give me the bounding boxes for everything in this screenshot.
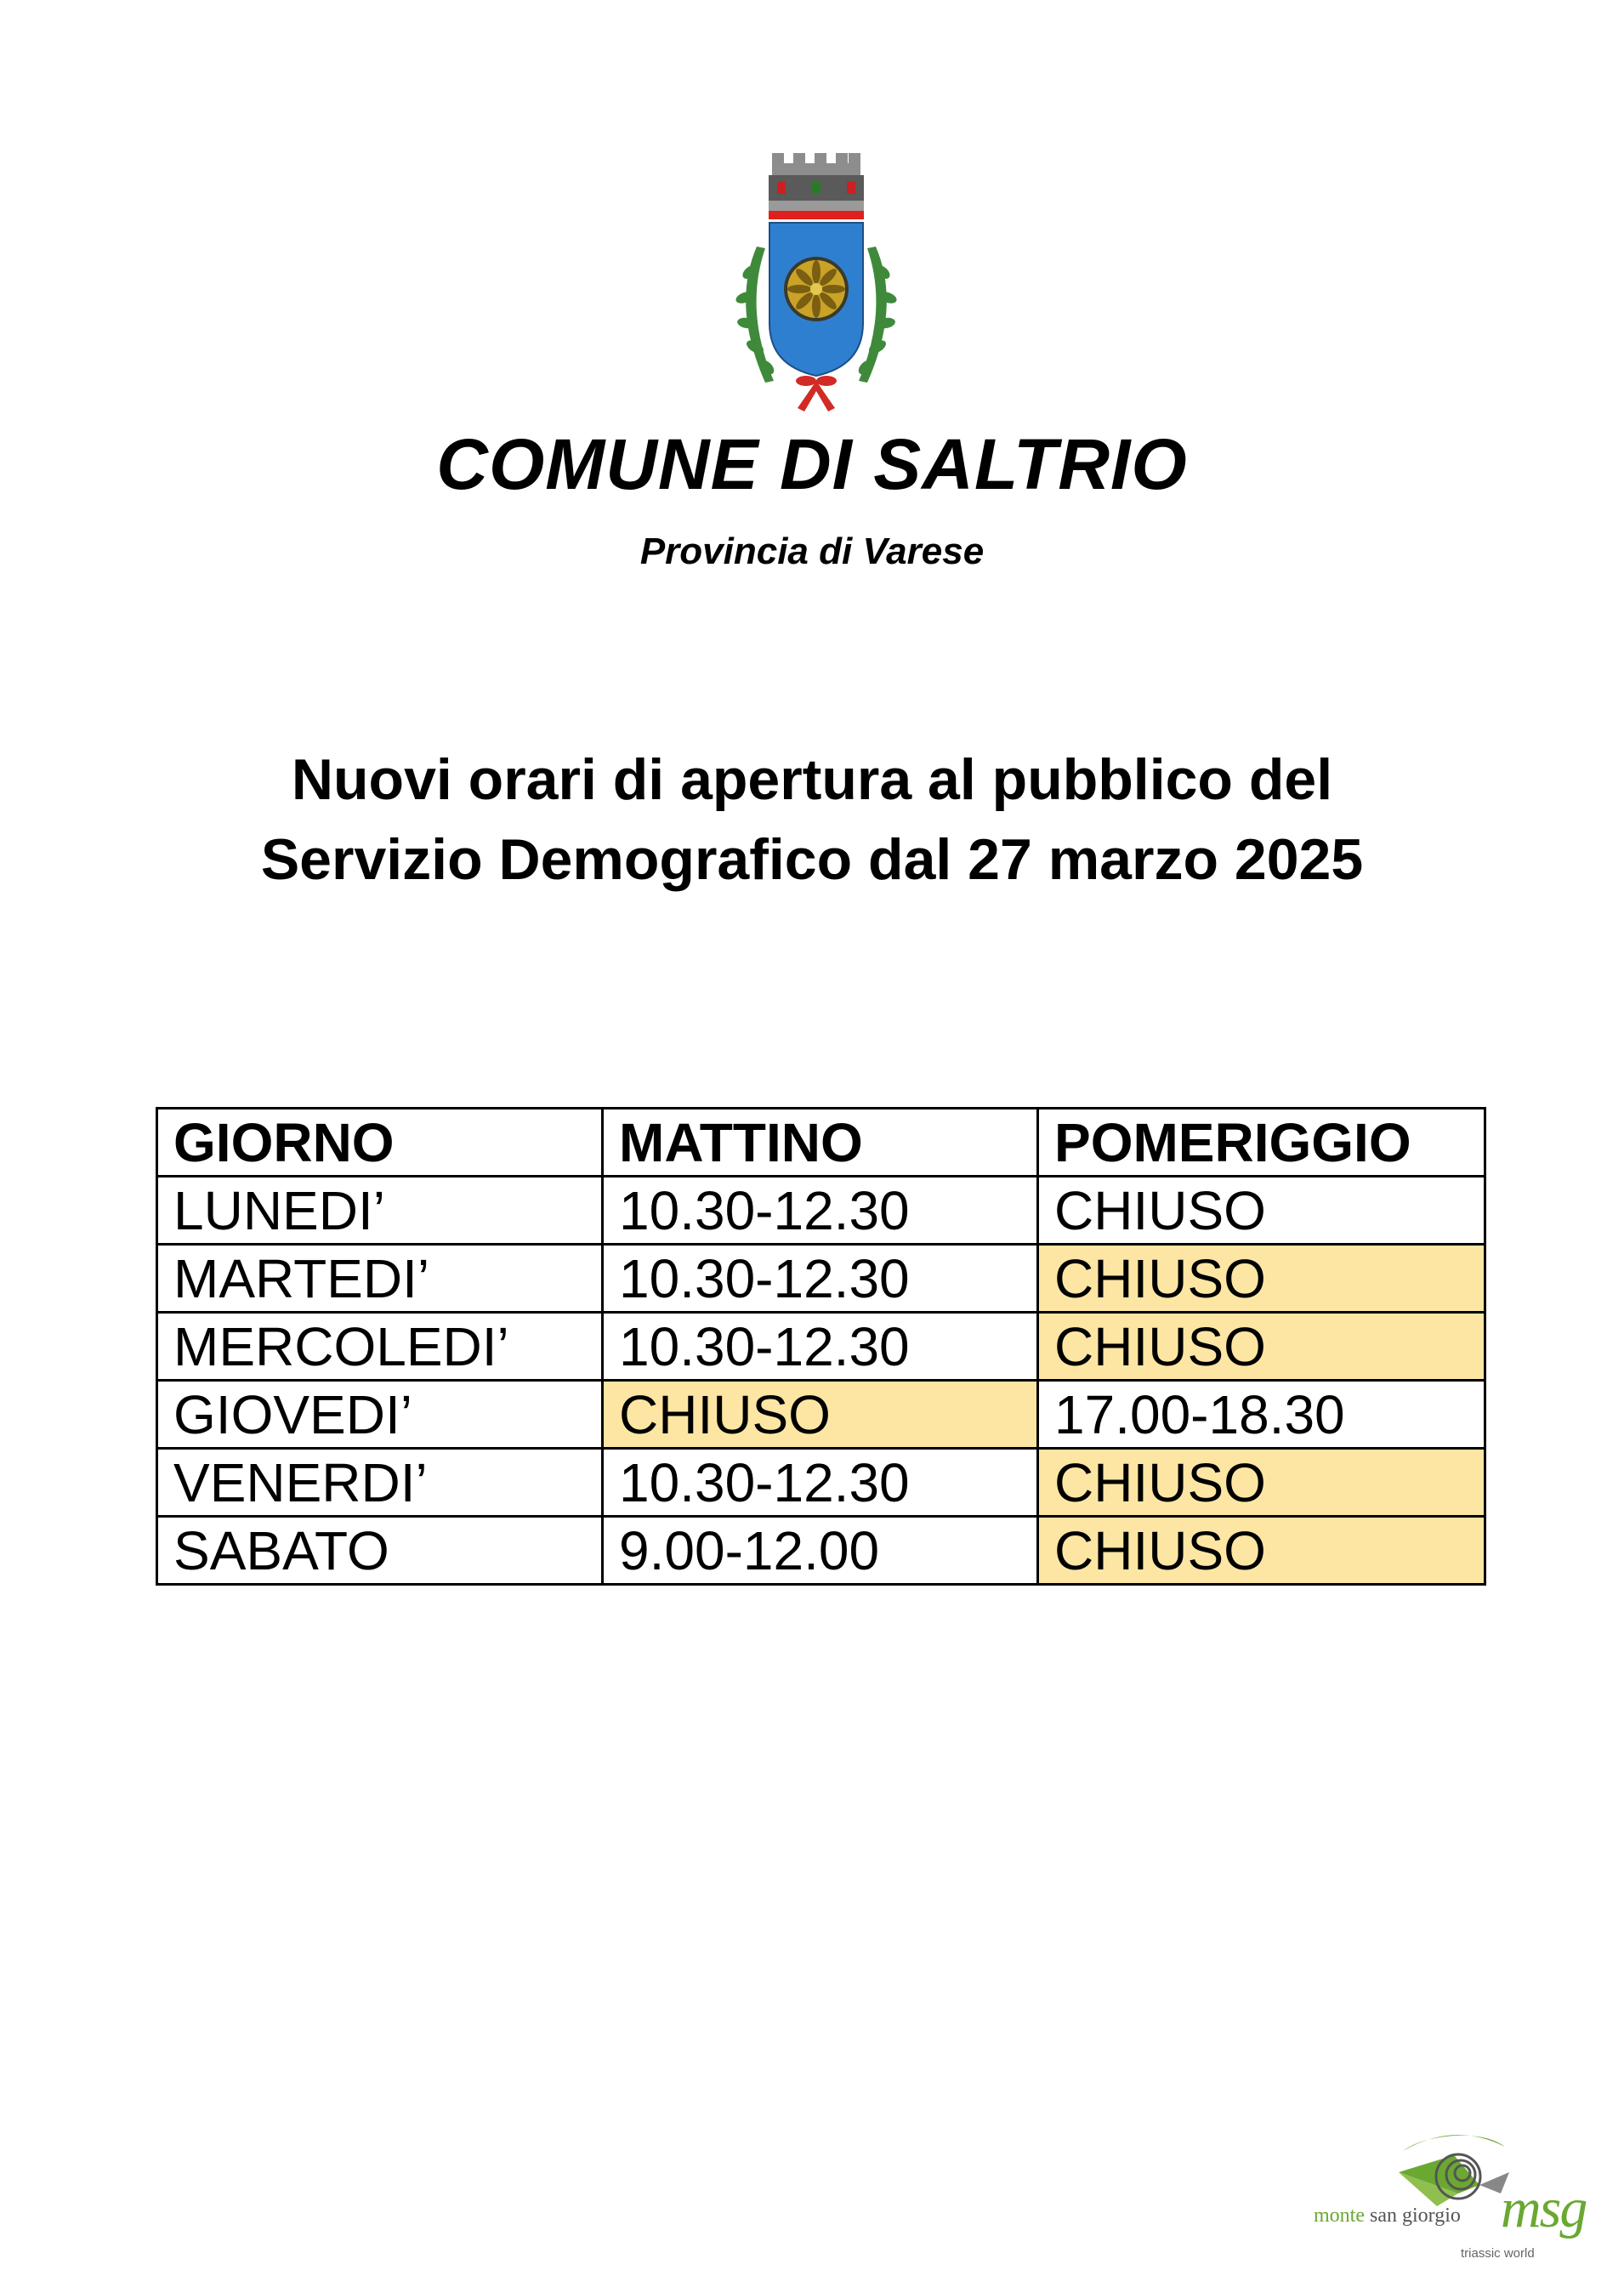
table-row xyxy=(157,1381,1485,1449)
heading-line-1: Nuovi orari di apertura al pubblico del xyxy=(291,747,1333,812)
table-row xyxy=(157,1517,1485,1585)
table-row xyxy=(157,1313,1485,1381)
cell-giorno: MARTEDI’ xyxy=(157,1245,603,1313)
header-pomeriggio: POMERIGGIO xyxy=(1038,1109,1485,1177)
cell-mattino: 9.00-12.00 xyxy=(603,1517,1038,1585)
crown-icon xyxy=(769,153,864,219)
comune-title: COMUNE DI SALTRIO xyxy=(436,424,1188,504)
cell-pomeriggio: CHIUSO xyxy=(1038,1449,1485,1517)
cell-mattino: 10.30-12.30 xyxy=(603,1449,1038,1517)
table-header-row xyxy=(157,1109,1485,1177)
announcement-heading xyxy=(0,740,1624,899)
logo-wordmark xyxy=(1314,2205,1461,2227)
table-row xyxy=(157,1449,1485,1517)
cell-pomeriggio: CHIUSO xyxy=(1038,1177,1485,1245)
heading-line-2: Servizio Demografico dal 27 marzo 2025 xyxy=(260,827,1364,892)
ribbon-icon xyxy=(796,376,837,411)
cell-pomeriggio: CHIUSO xyxy=(1038,1313,1485,1381)
logo-text-san-giorgio: san giorgio xyxy=(1370,2205,1461,2227)
logo-mark-msg: msg xyxy=(1501,2177,1587,2239)
cell-giorno: MERCOLEDI’ xyxy=(157,1313,603,1381)
cell-giorno: SABATO xyxy=(157,1517,603,1585)
opening-hours-table xyxy=(156,1107,1486,1586)
cell-pomeriggio: CHIUSO xyxy=(1038,1517,1485,1585)
provincia-subtitle: Provincia di Varese xyxy=(639,531,985,572)
cell-giorno: VENERDI’ xyxy=(157,1449,603,1517)
cell-pomeriggio: CHIUSO xyxy=(1038,1245,1485,1313)
header-giorno: GIORNO xyxy=(157,1109,603,1177)
cell-mattino: 10.30-12.30 xyxy=(603,1245,1038,1313)
cell-pomeriggio: 17.00-18.30 xyxy=(1038,1381,1485,1449)
cell-mattino: 10.30-12.30 xyxy=(603,1177,1038,1245)
cell-mattino: CHIUSO xyxy=(603,1381,1038,1449)
table-row xyxy=(157,1245,1485,1313)
logo-tagline: triassic world xyxy=(1461,2246,1535,2261)
flower-emblem-icon xyxy=(784,257,849,321)
header-mattino: MATTINO xyxy=(603,1109,1038,1177)
logo-text-monte: monte xyxy=(1314,2205,1365,2227)
cell-giorno: LUNEDI’ xyxy=(157,1177,603,1245)
cell-giorno: GIOVEDI’ xyxy=(157,1381,603,1449)
cell-mattino: 10.30-12.30 xyxy=(603,1313,1038,1381)
coat-of-arms-icon xyxy=(697,153,935,425)
table-row xyxy=(157,1177,1485,1245)
